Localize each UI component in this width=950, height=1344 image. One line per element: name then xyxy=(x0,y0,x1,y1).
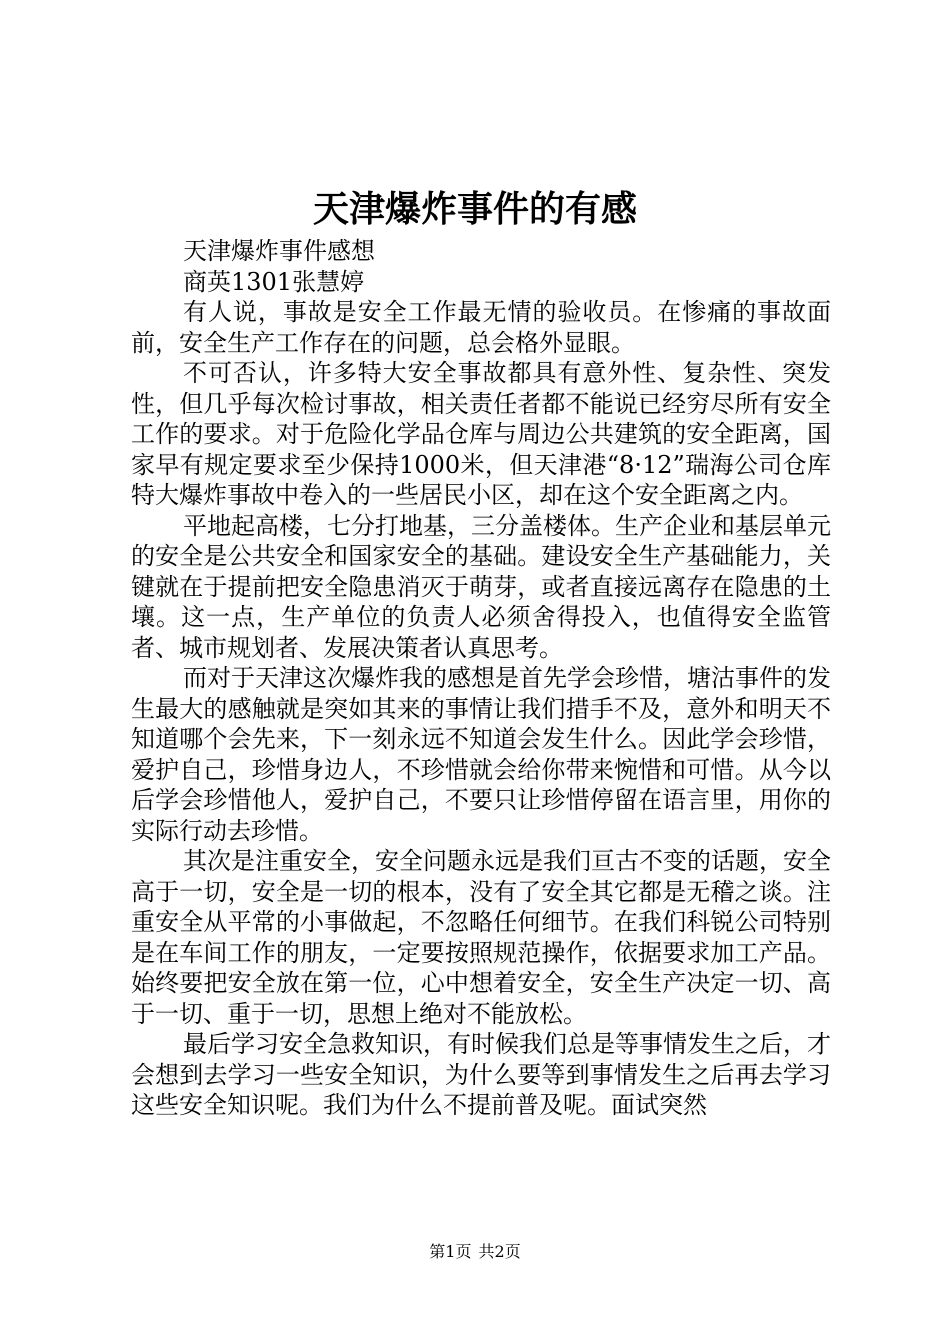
paragraph-5: 其次是注重安全，安全问题永远是我们亘古不变的话题，安全高于一切，安全是一切的根本，没有了安全其它都是无稽之谈。注重安全从平常的小事做起，不忽略任何细节。在我们科锐公司特别是在车间工作的朋友，一定要按照规范操作，依据要求加工产品。始终要把安全放在第一位，心中想着安全，安全生产决定一切、高于一切、重于一切，思想上绝对不能放松。 xyxy=(131,847,831,1028)
document-body xyxy=(131,236,831,1121)
paragraph-3: 平地起高楼，七分打地基，三分盖楼体。生产企业和基层单元的安全是公共安全和国家安全的基础。建设安全生产基础能力，关键就在于提前把安全隐患消灭于萌芽，或者直接远离存在隐患的土壤。这一点，生产单位的负责人必须舍得投入，也值得安全监管者、城市规划者、发展决策者认真思考。 xyxy=(131,511,831,662)
document-title: 天津爆炸事件的有感 xyxy=(312,188,637,230)
subtitle: 天津爆炸事件感想 xyxy=(183,237,375,265)
paragraph-4: 而对于天津这次爆炸我的感想是首先学会珍惜，塘沽事件的发生最大的感触就是突如其来的事情让我们措手不及，意外和明天不知道哪个会先来，下一刻永远不知道会发生什么。因此学会珍惜，爱护自己，珍惜身边人，不珍惜就会给你带来惋惜和可惜。从今以后学会珍惜他人，爱护自己，不要只让珍惜停留在语言里，用你的实际行动去珍惜。 xyxy=(131,664,831,845)
paragraph-1: 有人说，事故是安全工作最无情的验收员。在惨痛的事故面前，安全生产工作存在的问题，总会格外显眼。 xyxy=(131,298,831,357)
author-line: 商英1301张慧婷 xyxy=(183,267,365,296)
page-number-total: 共2页 xyxy=(478,1242,521,1261)
page-footer xyxy=(0,1240,950,1264)
paragraph-2: 不可否认，许多特大安全事故都具有意外性、复杂性、突发性，但几乎每次检讨事故，相关责任者都不能说已经穷尽所有安全工作的要求。对于危险化学品仓库与周边公共建筑的安全距离，国家早有规定要求至少保持1000米，但天津港“8·12”瑞海公司仓库特大爆炸事故中卷入的一些居民小区，却在这个安全距离之内。 xyxy=(131,359,831,509)
paragraph-6: 最后学习安全急救知识，有时候我们总是等事情发生之后，才会想到去学习一些安全知识，为什么要等到事情发生之后再去学习这些安全知识呢。我们为什么不提前普及呢。面试突然 xyxy=(131,1030,831,1119)
page-number-current: 第1页 xyxy=(429,1242,472,1261)
